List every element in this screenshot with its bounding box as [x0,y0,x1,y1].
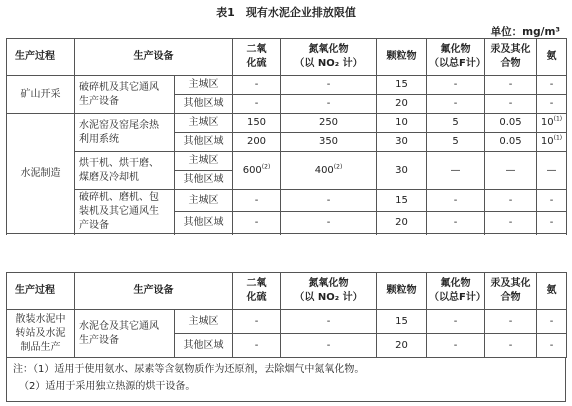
equipment-crusher-line3: 产设备 [79,219,109,231]
nh3-cell: - [537,95,567,114]
so2-cell: - [233,190,281,212]
so2-cell: - [233,334,281,358]
footnote-2: （2）适用于采用独立热源的烘干设备。 [19,381,196,392]
header-so2-line1: 二氧 [246,278,267,289]
header-nox [281,273,377,310]
table-row [7,114,567,133]
header-nox-line1: 氮氧化物 [308,278,349,289]
table-row [7,190,567,212]
so2-value: 600 [242,164,262,176]
equipment-mining [75,76,175,114]
header-hg-line1: 汞及其化 [490,278,531,289]
header-hg [485,39,537,76]
hg-cell: 0.05 [485,114,537,133]
nox-cell: 350 [281,133,377,152]
equipment-mining-line1: 破碎机及其它通风 [79,81,159,93]
area-cell: 其他区域 [175,212,233,234]
nox-cell: - [281,190,377,212]
so2-cell: - [233,310,281,334]
header-process: 生产过程 [7,273,75,310]
header-so2 [233,39,281,76]
nh3-cell: — [537,152,567,190]
nox-cell: - [281,334,377,358]
nh3-cell: - [537,76,567,95]
header-fluoride-line2: （以总F计） [429,292,486,303]
pm-cell: 30 [377,152,427,190]
header-hg-line1: 汞及其化 [490,44,531,55]
header-nox-line2: （以 NO₂ 计） [294,58,363,69]
process-cement: 水泥制造 [7,114,75,234]
so2-cell: 150 [233,114,281,133]
header-equipment: 生产设备 [75,273,233,310]
header-hg-line2: 合物 [500,292,521,303]
emission-limits-table-1 [6,38,567,234]
fluoride-cell: - [427,190,485,212]
nox-value: 400 [314,164,334,176]
equipment-crusher [75,190,175,234]
area-cell: 主城区 [175,152,233,171]
fluoride-cell: — [427,152,485,190]
nh3-cell: - [537,212,567,234]
footnote-marker: (2) [261,163,271,171]
hg-cell: 0.05 [485,133,537,152]
footnote-marker: (2) [333,163,343,171]
fluoride-cell: - [427,310,485,334]
header-equipment: 生产设备 [75,39,233,76]
header-pm: 颗粒物 [377,39,427,76]
header-fluoride [427,273,485,310]
area-cell: 主城区 [175,76,233,95]
equipment-kiln-line2: 利用系统 [79,133,119,145]
nh3-cell: - [537,310,567,334]
header-hg-line2: 合物 [500,58,521,69]
process-mining: 矿山开采 [7,76,75,114]
hg-cell: - [485,95,537,114]
header-fluoride-line1: 氟化物 [440,278,471,289]
emission-limits-table-2 [6,272,567,358]
so2-cell: 200 [233,133,281,152]
header-row [7,273,567,310]
footnote-1: 注：（1）适用于使用氨水、尿素等含氨物质作为还原剂，去除烟气中氮氧化物。 [13,364,365,375]
equipment-kiln-line1: 水泥窑及窑尾余热 [79,119,159,131]
area-cell: 其他区域 [175,133,233,152]
pm-cell: 15 [377,190,427,212]
equipment-dryer [75,152,175,190]
nh3-cell: - [537,190,567,212]
fluoride-cell: - [427,212,485,234]
nox-cell: - [281,212,377,234]
so2-cell: - [233,95,281,114]
hg-cell: - [485,334,537,358]
so2-cell: - [233,76,281,95]
header-nox-line2: （以 NO₂ 计） [294,292,363,303]
pm-cell: 10 [377,114,427,133]
nh3-cell: - [537,334,567,358]
equipment-silo-line2: 生产设备 [79,334,119,346]
header-pm: 颗粒物 [377,273,427,310]
area-cell: 其他区域 [175,95,233,114]
hg-cell: - [485,76,537,95]
hg-cell: - [485,310,537,334]
pm-cell: 20 [377,212,427,234]
header-fluoride-line2: （以总F计） [429,58,486,69]
process-line2: 转站及水泥 [15,327,66,339]
header-so2-line2: 化硫 [246,58,267,69]
header-so2 [233,273,281,310]
header-nox-line1: 氮氧化物 [308,44,349,55]
equipment-mining-line2: 生产设备 [79,95,119,107]
equipment-crusher-line2: 装机及其它通风生 [79,205,159,217]
nox-cell: - [281,76,377,95]
header-nh3: 氨 [537,273,567,310]
area-cell: 主城区 [175,114,233,133]
nox-cell: 250 [281,114,377,133]
equipment-dryer-line1: 烘干机、烘干磨、 [79,157,159,169]
header-nh3: 氨 [537,39,567,76]
nox-cell: - [281,310,377,334]
fluoride-cell: 5 [427,133,485,152]
equipment-silo-line1: 水泥仓及其它通风 [79,320,159,332]
area-cell: 其他区域 [175,334,233,358]
fluoride-cell: - [427,95,485,114]
process-line3: 制品生产 [20,341,61,353]
header-row [7,39,567,76]
header-hg [485,273,537,310]
header-nox [281,39,377,76]
area-cell: 主城区 [175,190,233,212]
footnote-marker: (1) [553,134,563,142]
footnotes [6,358,566,402]
table-row [7,310,567,334]
fluoride-cell: - [427,76,485,95]
nh3-value: 10 [540,136,554,147]
header-process: 生产过程 [7,39,75,76]
table-row [7,76,567,95]
equipment-silo [75,310,175,358]
nox-cell: - [281,95,377,114]
hg-cell: - [485,212,537,234]
so2-cell: - [233,212,281,234]
footnote-marker: (1) [553,115,563,123]
nox-cell [281,152,377,190]
pm-cell: 20 [377,95,427,114]
equipment-crusher-line1: 破碎机、磨机、包 [79,191,159,203]
header-fluoride-line1: 氟化物 [440,44,471,55]
unit-label: 单位：mg/m³ [490,26,560,38]
fluoride-cell: 5 [427,114,485,133]
area-cell: 其他区域 [175,171,233,190]
header-so2-line1: 二氧 [246,44,267,55]
hg-cell: — [485,152,537,190]
table-row [7,152,567,171]
table-title: 表1 现有水泥企业排放限值 [216,6,356,19]
fluoride-cell: - [427,334,485,358]
hg-cell: - [485,190,537,212]
process-bulk-cement [7,310,75,358]
pm-cell: 15 [377,76,427,95]
process-line1: 散装水泥中 [15,313,66,325]
nh3-value: 10 [540,117,554,128]
pm-cell: 15 [377,310,427,334]
nh3-cell [537,133,567,152]
pm-cell: 20 [377,334,427,358]
nh3-cell [537,114,567,133]
header-fluoride [427,39,485,76]
equipment-dryer-line2: 煤磨及冷却机 [79,171,139,183]
pm-cell: 30 [377,133,427,152]
header-so2-line2: 化硫 [246,292,267,303]
equipment-kiln [75,114,175,152]
area-cell: 主城区 [175,310,233,334]
so2-cell [233,152,281,190]
